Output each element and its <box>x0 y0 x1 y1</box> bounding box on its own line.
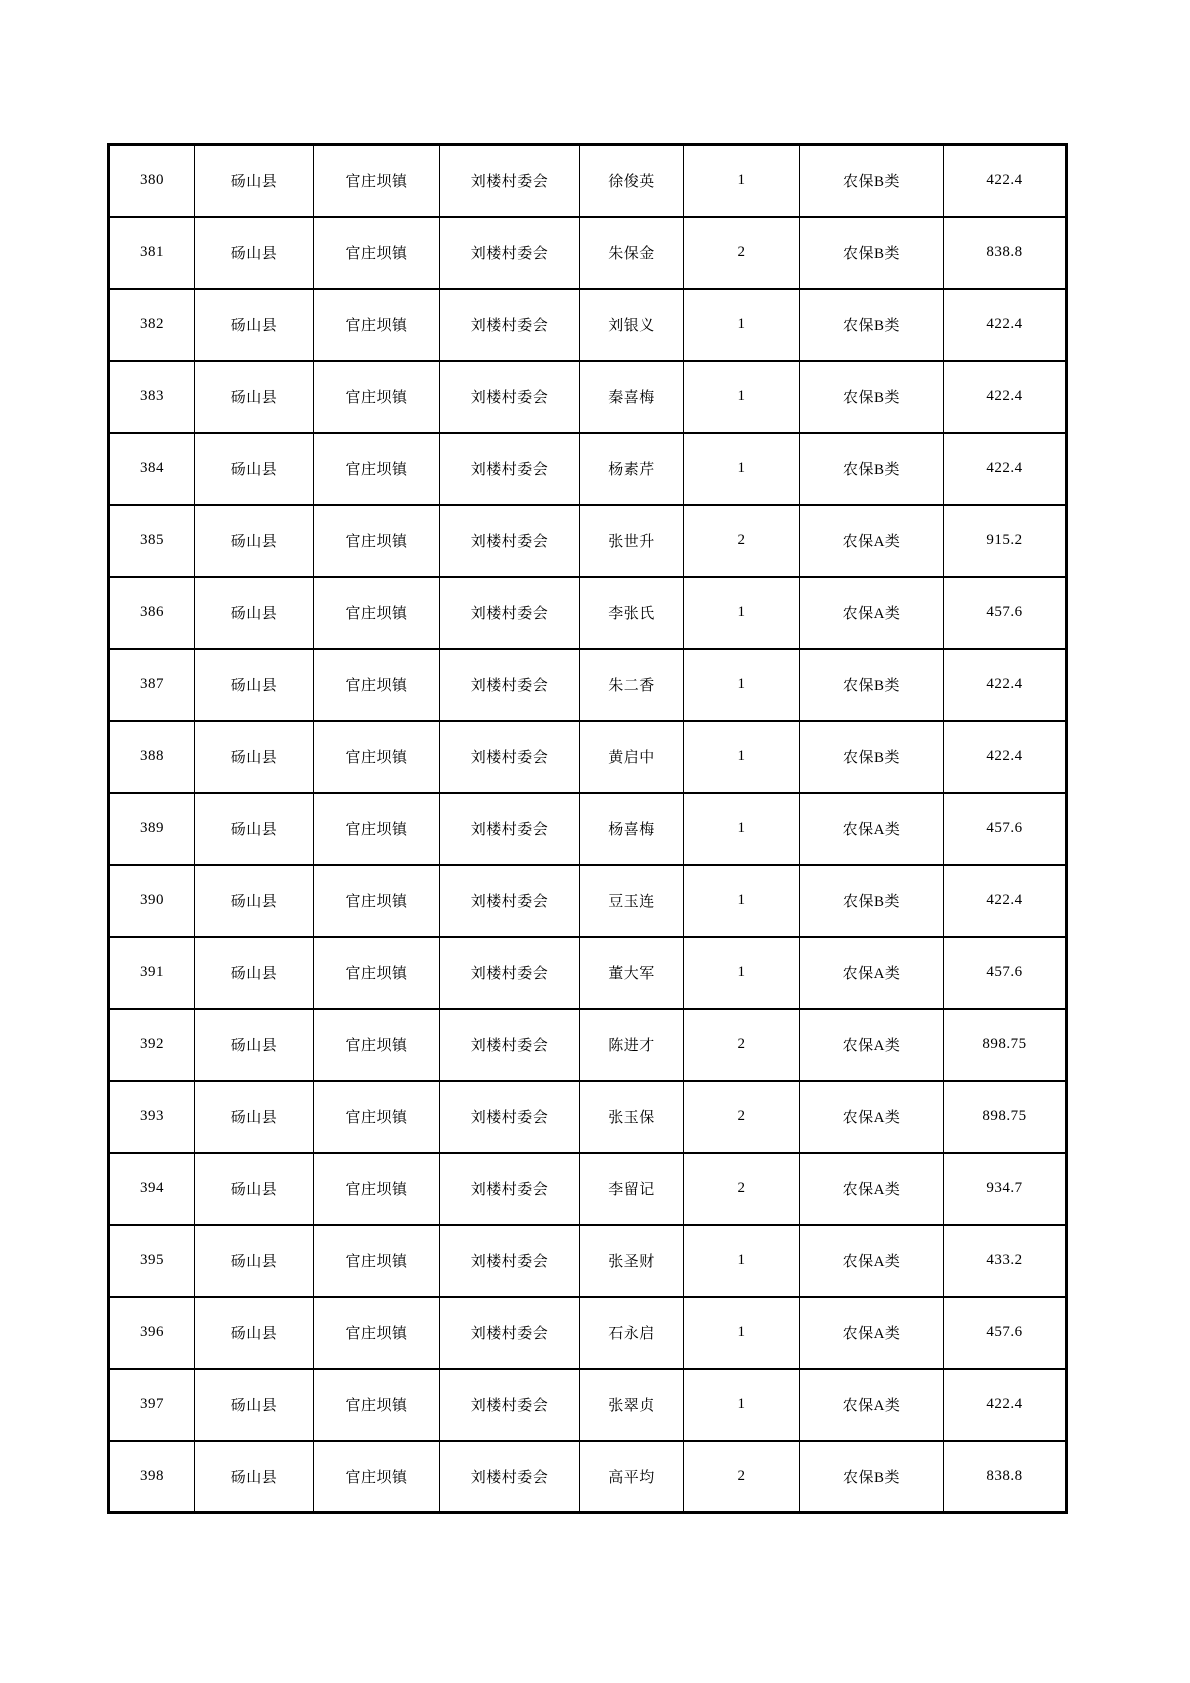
cell-amount: 898.75 <box>944 1009 1067 1081</box>
cell-insurance-category: 农保A类 <box>800 1369 944 1441</box>
cell-person-name: 豆玉连 <box>580 865 684 937</box>
cell-amount: 457.6 <box>944 937 1067 1009</box>
cell-county: 砀山县 <box>195 217 314 289</box>
cell-village-committee: 刘楼村委会 <box>440 649 580 721</box>
cell-sequence-number: 380 <box>109 145 195 217</box>
cell-village-committee: 刘楼村委会 <box>440 793 580 865</box>
cell-county: 砀山县 <box>195 433 314 505</box>
cell-county: 砀山县 <box>195 721 314 793</box>
cell-sequence-number: 396 <box>109 1297 195 1369</box>
cell-town: 官庄坝镇 <box>314 217 440 289</box>
cell-person-name: 张翠贞 <box>580 1369 684 1441</box>
cell-town: 官庄坝镇 <box>314 1441 440 1513</box>
cell-village-committee: 刘楼村委会 <box>440 361 580 433</box>
cell-insurance-category: 农保B类 <box>800 145 944 217</box>
cell-county: 砀山县 <box>195 577 314 649</box>
cell-person-count: 1 <box>684 145 800 217</box>
cell-town: 官庄坝镇 <box>314 793 440 865</box>
cell-person-count: 1 <box>684 1297 800 1369</box>
cell-insurance-category: 农保A类 <box>800 1297 944 1369</box>
cell-person-count: 2 <box>684 1009 800 1081</box>
cell-county: 砀山县 <box>195 289 314 361</box>
table-body <box>109 145 1067 1513</box>
table-row <box>109 721 1067 793</box>
cell-county: 砀山县 <box>195 1153 314 1225</box>
cell-amount: 457.6 <box>944 793 1067 865</box>
cell-person-count: 1 <box>684 937 800 1009</box>
cell-person-name: 张圣财 <box>580 1225 684 1297</box>
cell-county: 砀山县 <box>195 1369 314 1441</box>
cell-person-name: 朱二香 <box>580 649 684 721</box>
cell-sequence-number: 398 <box>109 1441 195 1513</box>
cell-village-committee: 刘楼村委会 <box>440 145 580 217</box>
cell-sequence-number: 394 <box>109 1153 195 1225</box>
cell-town: 官庄坝镇 <box>314 361 440 433</box>
cell-sequence-number: 388 <box>109 721 195 793</box>
cell-town: 官庄坝镇 <box>314 1009 440 1081</box>
cell-person-count: 2 <box>684 1441 800 1513</box>
cell-sequence-number: 387 <box>109 649 195 721</box>
cell-insurance-category: 农保B类 <box>800 217 944 289</box>
cell-person-count: 1 <box>684 649 800 721</box>
cell-county: 砀山县 <box>195 361 314 433</box>
table-row <box>109 1297 1067 1369</box>
cell-sequence-number: 386 <box>109 577 195 649</box>
table-row <box>109 1369 1067 1441</box>
cell-insurance-category: 农保B类 <box>800 361 944 433</box>
table-row <box>109 433 1067 505</box>
cell-amount: 422.4 <box>944 433 1067 505</box>
cell-person-name: 朱保金 <box>580 217 684 289</box>
cell-village-committee: 刘楼村委会 <box>440 505 580 577</box>
cell-sequence-number: 393 <box>109 1081 195 1153</box>
cell-insurance-category: 农保A类 <box>800 793 944 865</box>
table-row <box>109 865 1067 937</box>
cell-person-name: 刘银义 <box>580 289 684 361</box>
cell-sequence-number: 383 <box>109 361 195 433</box>
cell-amount: 838.8 <box>944 217 1067 289</box>
cell-person-name: 陈进才 <box>580 1009 684 1081</box>
table-row <box>109 289 1067 361</box>
cell-sequence-number: 395 <box>109 1225 195 1297</box>
cell-county: 砀山县 <box>195 145 314 217</box>
cell-insurance-category: 农保B类 <box>800 1441 944 1513</box>
cell-person-count: 1 <box>684 577 800 649</box>
cell-insurance-category: 农保A类 <box>800 1081 944 1153</box>
cell-amount: 422.4 <box>944 1369 1067 1441</box>
cell-village-committee: 刘楼村委会 <box>440 721 580 793</box>
cell-county: 砀山县 <box>195 649 314 721</box>
cell-person-count: 1 <box>684 289 800 361</box>
cell-sequence-number: 385 <box>109 505 195 577</box>
cell-insurance-category: 农保A类 <box>800 1153 944 1225</box>
table-row <box>109 505 1067 577</box>
cell-county: 砀山县 <box>195 1081 314 1153</box>
cell-insurance-category: 农保B类 <box>800 865 944 937</box>
cell-insurance-category: 农保B类 <box>800 289 944 361</box>
cell-town: 官庄坝镇 <box>314 145 440 217</box>
cell-amount: 934.7 <box>944 1153 1067 1225</box>
cell-village-committee: 刘楼村委会 <box>440 1297 580 1369</box>
cell-person-name: 李留记 <box>580 1153 684 1225</box>
cell-amount: 898.75 <box>944 1081 1067 1153</box>
cell-person-name: 李张氏 <box>580 577 684 649</box>
cell-insurance-category: 农保A类 <box>800 505 944 577</box>
cell-insurance-category: 农保A类 <box>800 1009 944 1081</box>
cell-amount: 422.4 <box>944 721 1067 793</box>
cell-amount: 422.4 <box>944 145 1067 217</box>
cell-person-count: 2 <box>684 217 800 289</box>
cell-village-committee: 刘楼村委会 <box>440 217 580 289</box>
cell-person-count: 1 <box>684 433 800 505</box>
table-row <box>109 1153 1067 1225</box>
cell-insurance-category: 农保B类 <box>800 433 944 505</box>
cell-amount: 422.4 <box>944 289 1067 361</box>
cell-amount: 457.6 <box>944 1297 1067 1369</box>
cell-insurance-category: 农保B类 <box>800 721 944 793</box>
cell-town: 官庄坝镇 <box>314 937 440 1009</box>
cell-person-count: 2 <box>684 505 800 577</box>
cell-person-count: 1 <box>684 793 800 865</box>
cell-person-count: 2 <box>684 1153 800 1225</box>
table-row <box>109 1081 1067 1153</box>
cell-county: 砀山县 <box>195 505 314 577</box>
cell-sequence-number: 382 <box>109 289 195 361</box>
cell-person-name: 董大军 <box>580 937 684 1009</box>
cell-person-count: 1 <box>684 1369 800 1441</box>
table-row <box>109 217 1067 289</box>
cell-town: 官庄坝镇 <box>314 1081 440 1153</box>
cell-county: 砀山县 <box>195 1225 314 1297</box>
cell-person-count: 2 <box>684 1081 800 1153</box>
cell-sequence-number: 392 <box>109 1009 195 1081</box>
cell-insurance-category: 农保A类 <box>800 1225 944 1297</box>
cell-person-name: 黄启中 <box>580 721 684 793</box>
table-row <box>109 361 1067 433</box>
cell-village-committee: 刘楼村委会 <box>440 1153 580 1225</box>
cell-village-committee: 刘楼村委会 <box>440 289 580 361</box>
cell-village-committee: 刘楼村委会 <box>440 1441 580 1513</box>
cell-county: 砀山县 <box>195 1297 314 1369</box>
cell-village-committee: 刘楼村委会 <box>440 1081 580 1153</box>
cell-insurance-category: 农保A类 <box>800 577 944 649</box>
cell-town: 官庄坝镇 <box>314 1153 440 1225</box>
table-row <box>109 649 1067 721</box>
cell-county: 砀山县 <box>195 1009 314 1081</box>
cell-amount: 915.2 <box>944 505 1067 577</box>
cell-amount: 422.4 <box>944 865 1067 937</box>
cell-sequence-number: 389 <box>109 793 195 865</box>
cell-town: 官庄坝镇 <box>314 289 440 361</box>
cell-sequence-number: 391 <box>109 937 195 1009</box>
cell-town: 官庄坝镇 <box>314 505 440 577</box>
cell-town: 官庄坝镇 <box>314 1225 440 1297</box>
cell-insurance-category: 农保A类 <box>800 937 944 1009</box>
cell-person-name: 杨素芹 <box>580 433 684 505</box>
cell-insurance-category: 农保B类 <box>800 649 944 721</box>
cell-person-name: 石永启 <box>580 1297 684 1369</box>
cell-town: 官庄坝镇 <box>314 1297 440 1369</box>
cell-amount: 457.6 <box>944 577 1067 649</box>
cell-village-committee: 刘楼村委会 <box>440 1225 580 1297</box>
cell-town: 官庄坝镇 <box>314 1369 440 1441</box>
cell-amount: 422.4 <box>944 649 1067 721</box>
cell-person-count: 1 <box>684 721 800 793</box>
table-row <box>109 145 1067 217</box>
pension-roster-table <box>107 143 1068 1514</box>
cell-person-count: 1 <box>684 361 800 433</box>
cell-county: 砀山县 <box>195 1441 314 1513</box>
cell-person-name: 杨喜梅 <box>580 793 684 865</box>
cell-person-name: 秦喜梅 <box>580 361 684 433</box>
cell-sequence-number: 381 <box>109 217 195 289</box>
table-row <box>109 1225 1067 1297</box>
table-row <box>109 937 1067 1009</box>
cell-village-committee: 刘楼村委会 <box>440 433 580 505</box>
cell-person-name: 张世升 <box>580 505 684 577</box>
cell-village-committee: 刘楼村委会 <box>440 1009 580 1081</box>
cell-town: 官庄坝镇 <box>314 865 440 937</box>
cell-person-count: 1 <box>684 1225 800 1297</box>
cell-person-name: 徐俊英 <box>580 145 684 217</box>
cell-amount: 838.8 <box>944 1441 1067 1513</box>
cell-town: 官庄坝镇 <box>314 433 440 505</box>
cell-village-committee: 刘楼村委会 <box>440 577 580 649</box>
cell-amount: 433.2 <box>944 1225 1067 1297</box>
cell-town: 官庄坝镇 <box>314 577 440 649</box>
cell-county: 砀山县 <box>195 793 314 865</box>
cell-person-count: 1 <box>684 865 800 937</box>
cell-village-committee: 刘楼村委会 <box>440 937 580 1009</box>
cell-person-name: 高平均 <box>580 1441 684 1513</box>
cell-person-name: 张玉保 <box>580 1081 684 1153</box>
table-row <box>109 577 1067 649</box>
cell-village-committee: 刘楼村委会 <box>440 1369 580 1441</box>
cell-sequence-number: 397 <box>109 1369 195 1441</box>
cell-town: 官庄坝镇 <box>314 649 440 721</box>
cell-sequence-number: 390 <box>109 865 195 937</box>
table-row <box>109 1441 1067 1513</box>
cell-town: 官庄坝镇 <box>314 721 440 793</box>
table-row <box>109 1009 1067 1081</box>
cell-county: 砀山县 <box>195 865 314 937</box>
cell-sequence-number: 384 <box>109 433 195 505</box>
cell-county: 砀山县 <box>195 937 314 1009</box>
cell-amount: 422.4 <box>944 361 1067 433</box>
table-row <box>109 793 1067 865</box>
cell-village-committee: 刘楼村委会 <box>440 865 580 937</box>
